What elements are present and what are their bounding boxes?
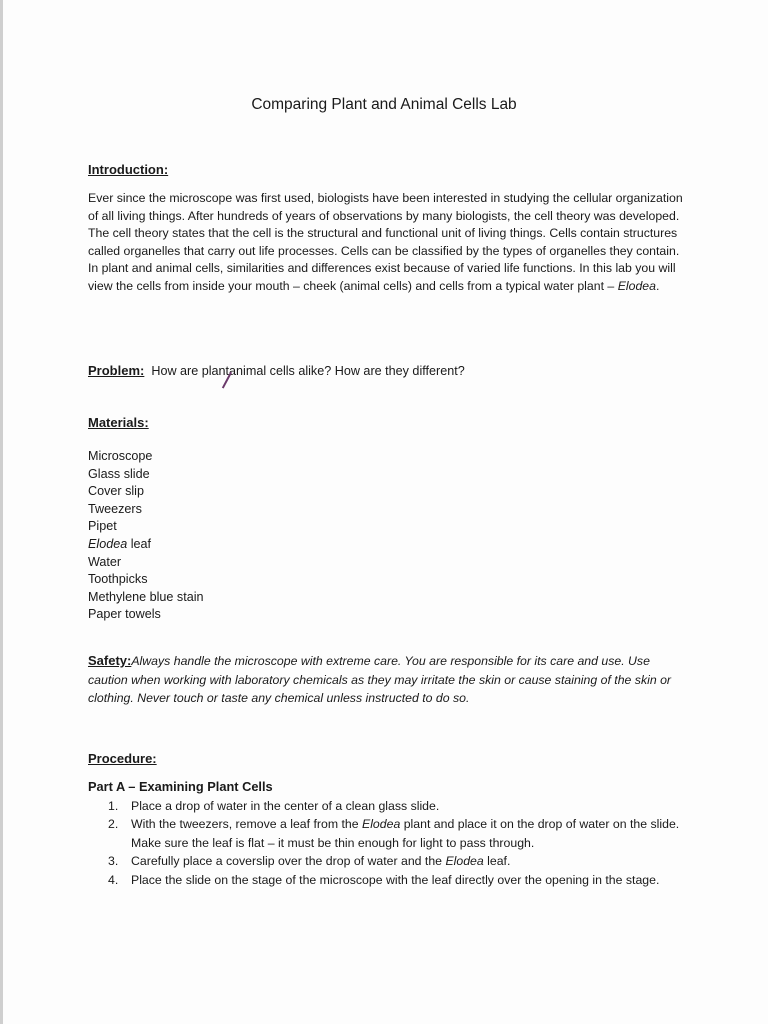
- list-item: Pipet: [88, 519, 117, 534]
- step-text: With the tweezers, remove a leaf from the: [131, 817, 362, 832]
- step-number: 4.: [108, 872, 119, 887]
- introduction-end: .: [655, 278, 660, 293]
- list-item: Cover slip: [88, 484, 144, 499]
- step-text: Place a drop of water in the center of a clean glass slide.: [131, 799, 440, 813]
- step-elodea: Elodea: [445, 854, 484, 869]
- introduction-heading: Introduction:: [88, 162, 169, 177]
- list-item: [108, 797, 703, 815]
- problem-text-a: How are plant: [151, 364, 230, 378]
- introduction-text: Ever since the microscope was first used, biologists have been interested in studying the cellular organization of all living things. After hundreds of years of observations by many biologists, the cell theory was developed. The cell theory states that the cell is the structural and functional unit of living things. Cells contain structures called organelles that carry out life processes. Cells can be classified by the types of organelles they contain. In plant and animal cells, similarities and differences exist because of varied life functions. In this lab you will view the cells from inside your mouth – cheek (animal cells) and cells from a typical water plant –: [88, 191, 683, 293]
- safety-section: [88, 652, 678, 708]
- step-text: Place the slide on the stage of the microscope with the leaf directly over the opening in the stage.: [131, 872, 660, 887]
- list-item: Methylene blue stain: [88, 589, 204, 604]
- list-item: [88, 536, 204, 554]
- safety-heading: Safety:: [88, 653, 132, 668]
- list-item: Tweezers: [88, 501, 142, 516]
- safety-text: Always handle the microscope with extreme care. You are responsible for its care and use. Use caution when working with laboratory chemicals as they may irritate the skin or cause staining of the skin or clothing. Never touch or taste any chemical unless instructed to do so.: [88, 654, 672, 705]
- materials-list: [88, 448, 204, 624]
- list-item: [108, 852, 703, 870]
- problem-text-b: animal cells alike? How are they different?: [229, 364, 465, 378]
- list-item: Toothpicks: [88, 572, 148, 587]
- introduction-paragraph: [88, 190, 688, 296]
- procedure-heading: Procedure:: [88, 751, 157, 766]
- part-a-heading: Part A – Examining Plant Cells: [88, 779, 273, 794]
- materials-heading: Materials:: [88, 415, 149, 430]
- introduction-elodea: Elodea: [617, 278, 656, 293]
- step-text-end: leaf.: [483, 854, 511, 869]
- problem-heading: Problem:: [88, 363, 145, 378]
- step-number: 3.: [108, 854, 119, 869]
- step-text-end: plant and place it on the drop of water on the slide. Make sure the leaf is flat – it must be thin enough for light to pass through.: [131, 817, 680, 850]
- list-item: Glass slide: [88, 466, 150, 481]
- list-item: Paper towels: [88, 607, 161, 622]
- problem-section: [88, 363, 465, 378]
- elodea-rest: leaf: [127, 536, 152, 551]
- list-item: Water: [88, 554, 122, 569]
- step-number: 2.: [108, 817, 119, 832]
- list-item: [108, 815, 703, 852]
- list-item: [108, 871, 703, 889]
- page-title: Comparing Plant and Animal Cells Lab: [251, 96, 517, 113]
- elodea-italic: Elodea: [88, 536, 128, 551]
- list-item: Microscope: [88, 449, 153, 463]
- step-elodea: Elodea: [362, 817, 401, 832]
- step-number: 1.: [108, 799, 119, 813]
- procedure-steps: [108, 797, 703, 889]
- page-edge: [0, 0, 3, 1024]
- step-text: Carefully place a coverslip over the drop of water and the: [131, 854, 446, 869]
